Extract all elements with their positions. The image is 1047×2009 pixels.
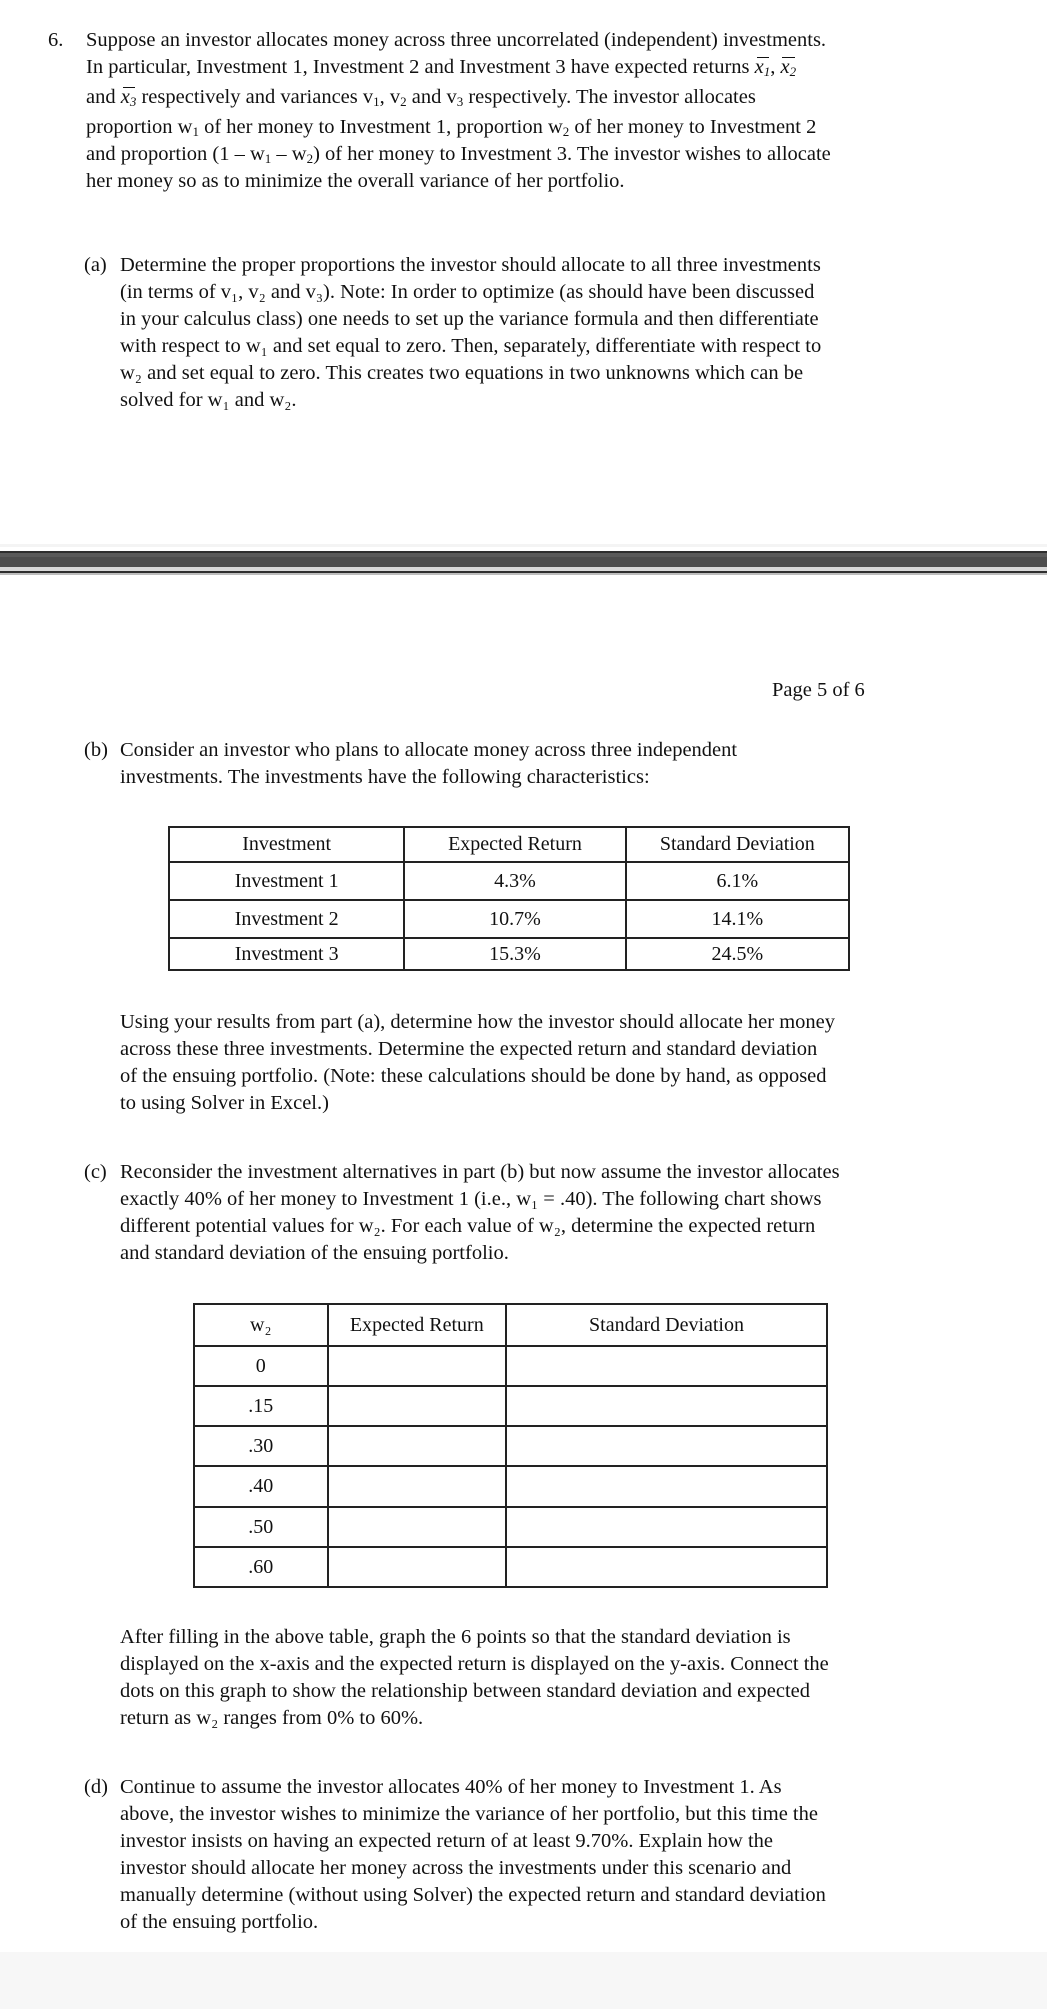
xbar-3-symbol: $x_3$: [120, 86, 137, 109]
part-c-line: and standard deviation of the ensuing portfolio.: [120, 1242, 509, 1264]
part-a-line: (in terms of v₁, v₂ and v₃). Note: In order to optimize (as should have been discussed: [120, 281, 815, 303]
cell-w2: .40: [194, 1466, 328, 1507]
table-row: [169, 938, 849, 970]
part-c-followup-line: displayed on the x-axis and the expected return is displayed on the y-axis. Connect the: [120, 1653, 829, 1675]
header-expected-return: Expected Return: [328, 1304, 507, 1346]
question-number: 6.: [48, 29, 64, 51]
cell-standard-deviation-input[interactable]: [506, 1346, 827, 1386]
part-b-followup-line: across these three investments. Determine the expected return and standard deviation: [120, 1038, 818, 1060]
part-a-line: solved for w₁ and w₂.: [120, 389, 297, 411]
table-row: [194, 1466, 827, 1507]
table-row: [194, 1426, 827, 1466]
cell-expected-return-input[interactable]: [328, 1346, 507, 1386]
part-b-label: (b): [84, 739, 108, 761]
part-c-followup-line: After filling in the above table, graph the 6 points so that the standard deviation is: [120, 1626, 791, 1648]
part-a-line: in your calculus class) one needs to set up the variance formula and then differentiate: [120, 308, 819, 330]
part-b-followup-line: to using Solver in Excel.): [120, 1092, 329, 1114]
cell-w2: .30: [194, 1426, 328, 1466]
cell-expected-return-input[interactable]: [328, 1547, 507, 1587]
part-a-label: (a): [84, 254, 107, 276]
question-intro: [86, 27, 831, 195]
cell-investment: Investment 1: [169, 862, 404, 900]
part-d-line: manually determine (without using Solver) the expected return and standard deviation: [120, 1884, 826, 1906]
cell-standard-deviation-input[interactable]: [506, 1386, 827, 1426]
page-break-shadow-bottom: [0, 573, 1047, 575]
cell-standard-deviation: 14.1%: [626, 900, 849, 938]
cell-w2: .60: [194, 1547, 328, 1587]
cell-w2: .50: [194, 1507, 328, 1547]
cell-standard-deviation: 24.5%: [626, 938, 849, 970]
part-d-label: (d): [84, 1776, 108, 1798]
table-header-row: [169, 827, 849, 862]
cell-standard-deviation-input[interactable]: [506, 1426, 827, 1466]
cell-standard-deviation-input[interactable]: [506, 1466, 827, 1507]
part-d-line: investor insists on having an expected return of at least 9.70%. Explain how the: [120, 1830, 773, 1852]
cell-investment: Investment 2: [169, 900, 404, 938]
part-b-text: [120, 737, 737, 791]
part-b-followup: [120, 1009, 835, 1117]
cell-expected-return-input[interactable]: [328, 1426, 507, 1466]
table-row: [194, 1547, 827, 1587]
part-d-line: of the ensuing portfolio.: [120, 1911, 319, 1933]
cell-standard-deviation-input[interactable]: [506, 1547, 827, 1587]
part-c-followup-line: dots on this graph to show the relationship between standard deviation and expected: [120, 1680, 810, 1702]
part-a-line: w₂ and set equal to zero. This creates two equations in two unknowns which can be: [120, 362, 804, 384]
intro-line: proportion $w_1$ of her money to Investment 1, proportion $w_2$ of her money to Investment 2: [86, 116, 817, 139]
cell-expected-return: 4.3%: [404, 862, 625, 900]
w2-values-table: [193, 1303, 828, 1588]
table-row: [194, 1507, 827, 1547]
part-d-line: Continue to assume the investor allocates 40% of her money to Investment 1. As: [120, 1776, 782, 1798]
part-b-line: Consider an investor who plans to allocate money across three independent: [120, 739, 738, 761]
cell-expected-return-input[interactable]: [328, 1466, 507, 1507]
table-row: [169, 900, 849, 938]
part-d-text: [120, 1774, 826, 1936]
header-expected-return: Expected Return: [404, 827, 625, 862]
cell-standard-deviation: 6.1%: [626, 862, 849, 900]
part-c-followup-line: return as w₂ ranges from 0% to 60%.: [120, 1707, 424, 1729]
header-investment: Investment: [169, 827, 404, 862]
part-c-line: Reconsider the investment alternatives in part (b) but now assume the investor allocates: [120, 1161, 840, 1183]
cell-w2: 0: [194, 1346, 328, 1386]
table-row: [194, 1386, 827, 1426]
cell-expected-return: 15.3%: [404, 938, 625, 970]
part-b-followup-line: of the ensuing portfolio. (Note: these calculations should be done by hand, as opposed: [120, 1065, 827, 1087]
intro-line: Suppose an investor allocates money across three uncorrelated (independent) investments.: [86, 29, 827, 51]
part-a-line: Determine the proper proportions the investor should allocate to all three investments: [120, 254, 821, 276]
part-c-text: [120, 1159, 840, 1267]
page-number: Page 5 of 6: [772, 679, 865, 701]
intro-line: In particular, Investment 1, Investment 2 and Investment 3 have expected returns $x_1$, $x_2$: [86, 56, 797, 79]
part-b-line: investments. The investments have the following characteristics:: [120, 766, 650, 788]
intro-line: and proportion $(1 - w_1 - w_2)$ of her money to Investment 3. The investor wishes to allocate: [86, 143, 831, 166]
part-c-line: exactly 40% of her money to Investment 1 (i.e., w₁ = .40). The following chart shows: [120, 1188, 822, 1210]
intro-line: and $x_3$ respectively and variances $v_1$, $v_2$ and $v_3$ respectively. The investor allocates: [86, 86, 756, 109]
table-row: [169, 862, 849, 900]
part-a-text: [120, 252, 821, 414]
part-c-label: (c): [84, 1161, 107, 1183]
header-standard-deviation: Standard Deviation: [506, 1304, 827, 1346]
header-standard-deviation: Standard Deviation: [626, 827, 849, 862]
part-b-followup-line: Using your results from part (a), determine how the investor should allocate her money: [120, 1011, 836, 1033]
page-break-shadow: [0, 544, 1047, 547]
xbar-2-symbol: $x_2$: [780, 56, 797, 79]
investment-characteristics-table: [168, 826, 850, 971]
part-c-line: different potential values for w₂. For each value of w₂, determine the expected return: [120, 1215, 816, 1237]
page-break-divider: [0, 551, 1047, 573]
part-d-line: above, the investor wishes to minimize the variance of her portfolio, but this time the: [120, 1803, 818, 1825]
cell-expected-return-input[interactable]: [328, 1386, 507, 1426]
part-a-line: with respect to w₁ and set equal to zero. Then, separately, differentiate with respect to: [120, 335, 822, 357]
bottom-background-strip: [0, 1952, 1047, 2009]
table-row: [194, 1346, 827, 1386]
cell-investment: Investment 3: [169, 938, 404, 970]
cell-w2: .15: [194, 1386, 328, 1426]
table-header-row: [194, 1304, 827, 1346]
header-w2: w₂: [194, 1304, 328, 1346]
part-d-line: investor should allocate her money across the investments under this scenario and: [120, 1857, 792, 1879]
cell-expected-return: 10.7%: [404, 900, 625, 938]
cell-standard-deviation-input[interactable]: [506, 1507, 827, 1547]
xbar-1-symbol: $x_1$: [754, 56, 771, 79]
cell-expected-return-input[interactable]: [328, 1507, 507, 1547]
part-c-followup: [120, 1624, 829, 1732]
intro-line: her money so as to minimize the overall variance of her portfolio.: [86, 170, 625, 192]
